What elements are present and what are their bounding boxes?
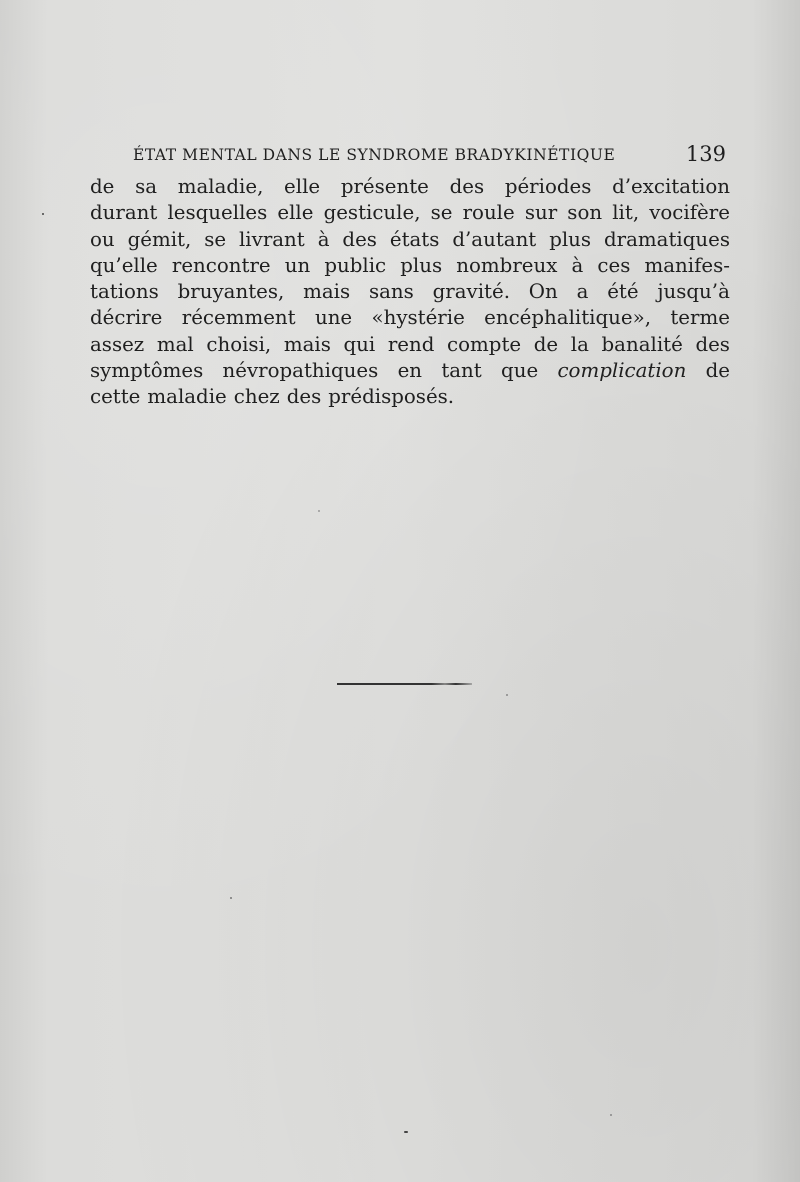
text-word: plus bbox=[549, 227, 592, 251]
text-word: maladie, bbox=[177, 175, 264, 198]
text-word: maladie bbox=[147, 385, 227, 409]
text-line bbox=[90, 279, 730, 305]
text-word: périodes bbox=[504, 175, 592, 198]
text-word: récemment bbox=[181, 306, 296, 330]
text-word: nombreux bbox=[456, 253, 558, 277]
text-line bbox=[90, 253, 730, 279]
text-word: tant bbox=[441, 359, 482, 383]
text-word: chez bbox=[233, 385, 280, 409]
text-word: manifes- bbox=[644, 253, 730, 277]
text-word: états bbox=[389, 227, 440, 251]
text-word: rend bbox=[387, 332, 435, 356]
text-word: des bbox=[342, 227, 377, 251]
body-text bbox=[90, 174, 730, 411]
text-word: à bbox=[317, 227, 330, 251]
running-head bbox=[90, 142, 736, 168]
text-word: que bbox=[501, 359, 539, 383]
text-word: durant bbox=[90, 201, 158, 225]
text-word: bruyantes, bbox=[177, 280, 285, 304]
text-line bbox=[90, 358, 730, 384]
text-word: cette bbox=[90, 385, 141, 409]
text-word: à bbox=[571, 253, 584, 277]
text-word: de bbox=[90, 175, 115, 198]
text-word: public bbox=[324, 253, 387, 277]
paper-speck bbox=[230, 897, 232, 899]
text-word: un bbox=[284, 253, 311, 277]
running-head-title: ÉTAT MENTAL DANS LE SYNDROME BRADYKINÉTIQUE bbox=[133, 146, 616, 164]
text-word: elle bbox=[284, 175, 321, 198]
section-end-rule bbox=[337, 683, 472, 685]
text-word: qu’elle bbox=[90, 253, 158, 277]
text-word: elle bbox=[277, 201, 314, 225]
paper-speck bbox=[404, 1131, 408, 1133]
text-word: compte bbox=[447, 332, 522, 356]
text-word: choisi, bbox=[206, 332, 272, 356]
text-word: symptômes bbox=[90, 359, 204, 383]
text-word: plus bbox=[400, 253, 443, 277]
text-word: ces bbox=[597, 253, 631, 277]
text-word: gémit, bbox=[127, 227, 192, 251]
text-word: d’excitation bbox=[612, 175, 730, 198]
text-word: présente bbox=[340, 175, 429, 198]
text-word: mais bbox=[283, 332, 331, 356]
paper-speck bbox=[318, 510, 320, 512]
text-word: lit, bbox=[612, 201, 640, 225]
text-word: roule bbox=[462, 201, 515, 225]
text-word: de bbox=[705, 359, 730, 383]
text-word: névropathiques bbox=[222, 359, 379, 383]
text-word: prédisposés. bbox=[328, 385, 455, 409]
text-line bbox=[90, 174, 730, 200]
page-number: 139 bbox=[685, 142, 726, 166]
text-word: assez bbox=[90, 332, 145, 356]
text-word: encéphalitique», bbox=[484, 306, 652, 330]
paper-speck bbox=[506, 694, 508, 696]
text-word: «hystérie bbox=[371, 306, 465, 330]
text-word: tations bbox=[90, 280, 159, 304]
text-word: banalité bbox=[601, 332, 683, 356]
text-word: sa bbox=[135, 175, 158, 198]
text-word: des bbox=[449, 175, 485, 198]
text-word: On bbox=[528, 280, 558, 304]
text-line bbox=[90, 384, 730, 410]
text-word: mais bbox=[303, 280, 351, 304]
text-word: sans bbox=[368, 280, 414, 304]
text-word: la bbox=[570, 332, 589, 356]
text-line bbox=[90, 200, 730, 226]
text-word: sur bbox=[524, 201, 558, 225]
text-word: des bbox=[695, 332, 730, 356]
paper-speck bbox=[610, 1114, 612, 1116]
text-line bbox=[90, 305, 730, 331]
text-word: se bbox=[204, 227, 227, 251]
text-word: livrant bbox=[238, 227, 305, 251]
text-word: de bbox=[533, 332, 559, 356]
text-word: se bbox=[430, 201, 453, 225]
paper-speck bbox=[42, 213, 44, 215]
text-word: décrire bbox=[90, 306, 163, 330]
text-word: dramatiques bbox=[604, 227, 730, 251]
text-word: mal bbox=[156, 332, 194, 356]
text-word: son bbox=[567, 201, 603, 225]
text-word: des bbox=[286, 385, 322, 409]
text-word: été bbox=[607, 280, 639, 304]
text-word: a bbox=[576, 280, 589, 304]
text-word: d’autant bbox=[452, 227, 537, 251]
text-word: terme bbox=[670, 306, 730, 330]
text-word: lesquelles bbox=[167, 201, 268, 225]
text-word: ou bbox=[90, 227, 115, 251]
text-word: en bbox=[397, 359, 423, 383]
text-word: complication bbox=[557, 359, 687, 383]
text-word: rencontre bbox=[171, 253, 271, 277]
text-word: vocifère bbox=[649, 201, 730, 225]
text-word: une bbox=[314, 306, 353, 330]
text-word: jusqu’à bbox=[657, 280, 730, 304]
text-word: gesticule, bbox=[323, 201, 421, 225]
text-word: gravité. bbox=[432, 280, 510, 304]
text-line bbox=[90, 227, 730, 253]
text-line bbox=[90, 332, 730, 358]
text-word: qui bbox=[343, 332, 376, 356]
